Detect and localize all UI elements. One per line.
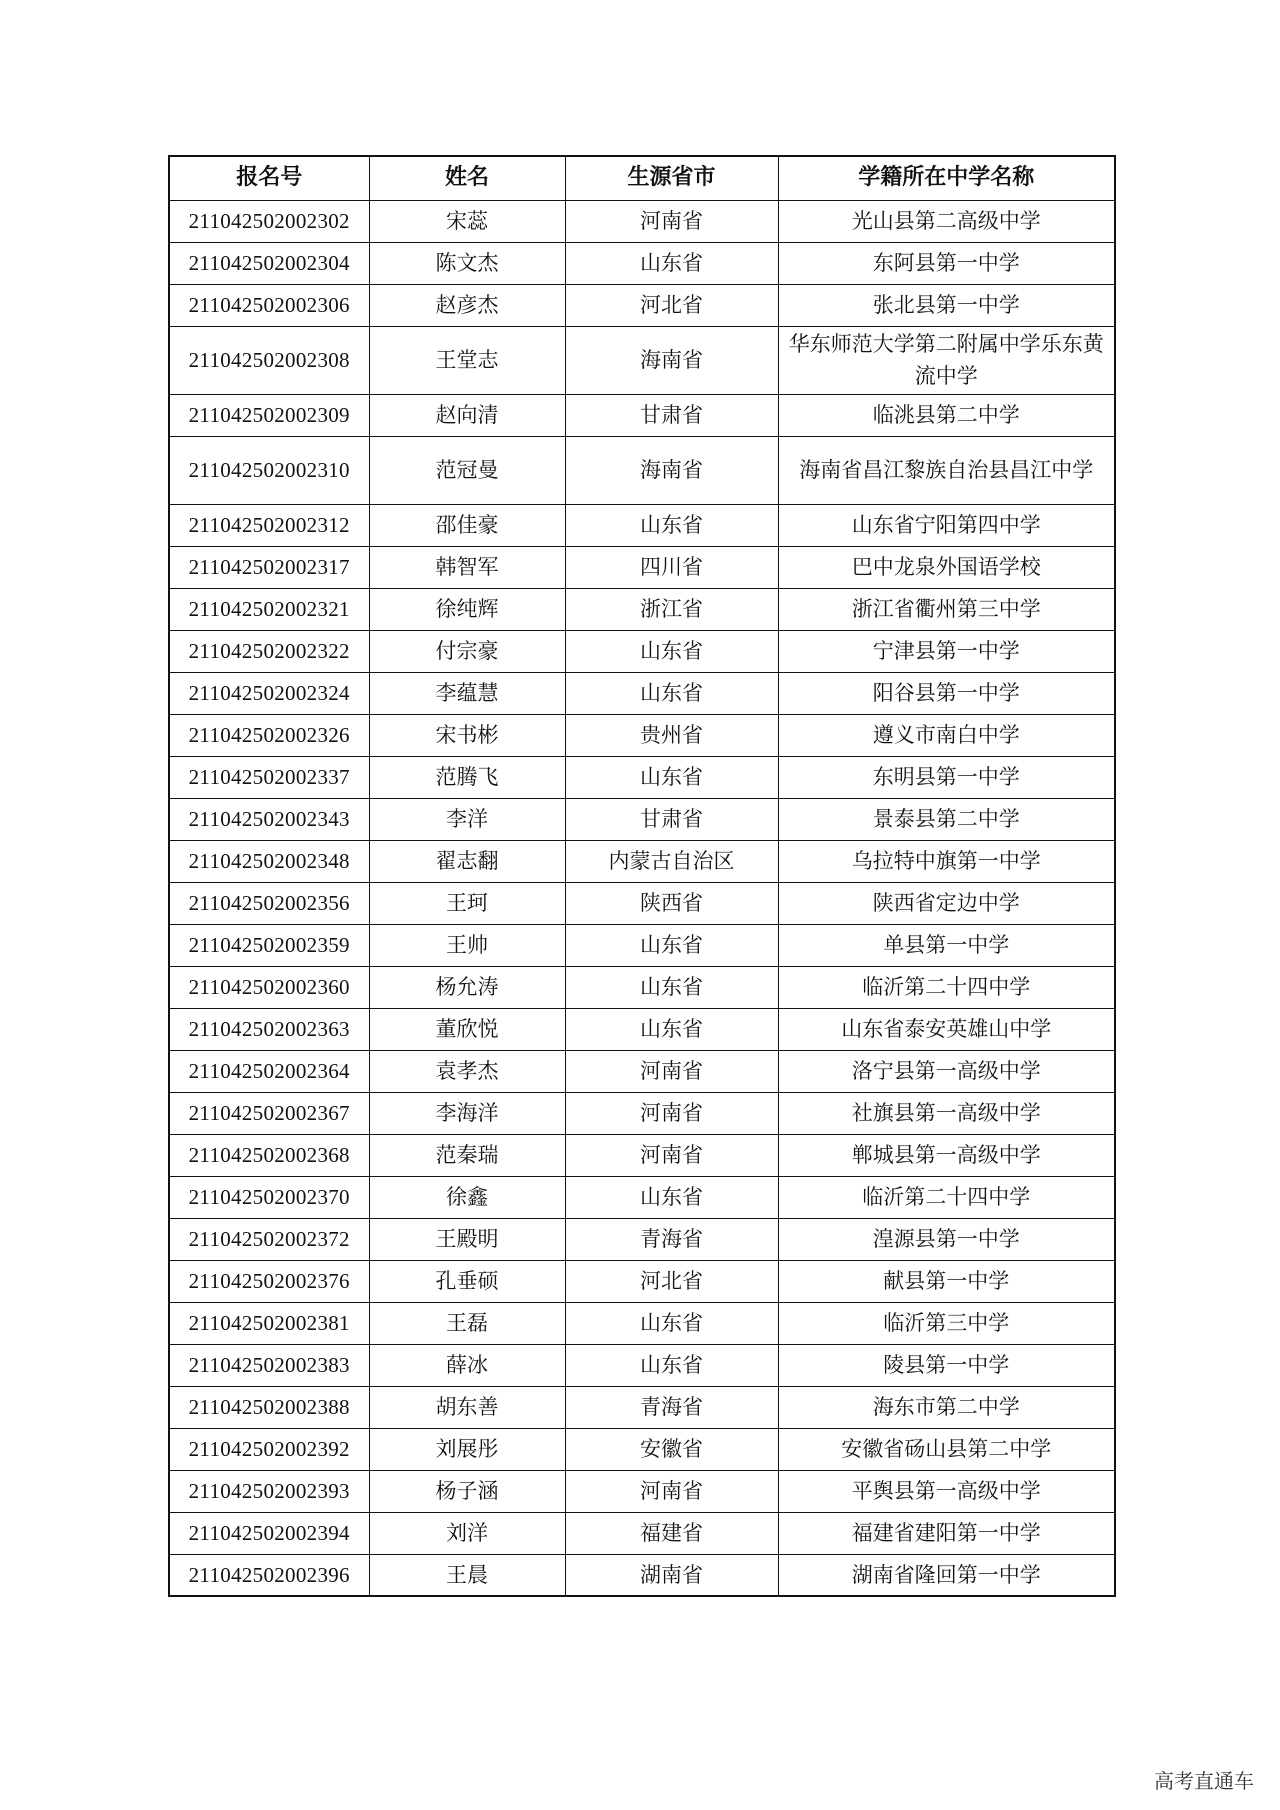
registration-number-cell: 211042502002367 [169,1092,369,1134]
table-row [169,1512,1115,1554]
table-row [169,714,1115,756]
school-cell: 东明县第一中学 [778,756,1115,798]
table-row [169,1386,1115,1428]
school-cell: 宁津县第一中学 [778,630,1115,672]
province-cell: 青海省 [565,1386,778,1428]
table-row [169,436,1115,504]
province-cell: 河北省 [565,1260,778,1302]
table-row [169,1260,1115,1302]
registration-number-cell: 211042502002376 [169,1260,369,1302]
table-row [169,588,1115,630]
province-cell: 河南省 [565,1134,778,1176]
name-cell: 李蕴慧 [369,672,565,714]
registration-number-cell: 211042502002394 [169,1512,369,1554]
school-cell: 遵义市南白中学 [778,714,1115,756]
header-province: 生源省市 [565,156,778,200]
school-cell: 张北县第一中学 [778,284,1115,326]
province-cell: 四川省 [565,546,778,588]
table-row [169,1176,1115,1218]
table-row [169,284,1115,326]
student-table [168,155,1116,1597]
table-row [169,1554,1115,1596]
registration-number-cell: 211042502002304 [169,242,369,284]
table-row [169,326,1115,394]
name-cell: 范冠曼 [369,436,565,504]
name-cell: 赵彦杰 [369,284,565,326]
school-cell: 景泰县第二中学 [778,798,1115,840]
school-cell: 湟源县第一中学 [778,1218,1115,1260]
registration-number-cell: 211042502002324 [169,672,369,714]
registration-number-cell: 211042502002306 [169,284,369,326]
table-row [169,1134,1115,1176]
school-cell: 巴中龙泉外国语学校 [778,546,1115,588]
school-cell: 湖南省隆回第一中学 [778,1554,1115,1596]
table-row [169,242,1115,284]
province-cell: 山东省 [565,1176,778,1218]
province-cell: 山东省 [565,630,778,672]
province-cell: 山东省 [565,672,778,714]
province-cell: 山东省 [565,1008,778,1050]
registration-number-cell: 211042502002326 [169,714,369,756]
table-row [169,798,1115,840]
school-cell: 山东省宁阳第四中学 [778,504,1115,546]
name-cell: 胡东善 [369,1386,565,1428]
province-cell: 山东省 [565,924,778,966]
registration-number-cell: 211042502002312 [169,504,369,546]
school-cell: 安徽省砀山县第二中学 [778,1428,1115,1470]
name-cell: 王珂 [369,882,565,924]
province-cell: 山东省 [565,242,778,284]
name-cell: 刘展彤 [369,1428,565,1470]
province-cell: 海南省 [565,436,778,504]
header-name: 姓名 [369,156,565,200]
table-row [169,1008,1115,1050]
name-cell: 赵向清 [369,394,565,436]
province-cell: 陕西省 [565,882,778,924]
province-cell: 河北省 [565,284,778,326]
school-cell: 浙江省衢州第三中学 [778,588,1115,630]
school-cell: 临沂第二十四中学 [778,966,1115,1008]
name-cell: 王殿明 [369,1218,565,1260]
name-cell: 陈文杰 [369,242,565,284]
school-cell: 临沂第二十四中学 [778,1176,1115,1218]
name-cell: 董欣悦 [369,1008,565,1050]
name-cell: 徐纯辉 [369,588,565,630]
school-cell: 单县第一中学 [778,924,1115,966]
province-cell: 福建省 [565,1512,778,1554]
province-cell: 山东省 [565,504,778,546]
registration-number-cell: 211042502002321 [169,588,369,630]
name-cell: 范秦瑞 [369,1134,565,1176]
table-row [169,394,1115,436]
name-cell: 范腾飞 [369,756,565,798]
name-cell: 王堂志 [369,326,565,394]
province-cell: 河南省 [565,200,778,242]
province-cell: 甘肃省 [565,394,778,436]
registration-number-cell: 211042502002359 [169,924,369,966]
table-row [169,1092,1115,1134]
table-row [169,1050,1115,1092]
name-cell: 王磊 [369,1302,565,1344]
registration-number-cell: 211042502002370 [169,1176,369,1218]
table-row [169,200,1115,242]
name-cell: 王晨 [369,1554,565,1596]
province-cell: 浙江省 [565,588,778,630]
watermark-text: 高考直通车 [1154,1769,1254,1793]
registration-number-cell: 211042502002308 [169,326,369,394]
school-cell: 海南省昌江黎族自治县昌江中学 [778,436,1115,504]
table-row [169,882,1115,924]
table-row [169,840,1115,882]
province-cell: 山东省 [565,966,778,1008]
school-cell: 福建省建阳第一中学 [778,1512,1115,1554]
registration-number-cell: 211042502002337 [169,756,369,798]
table-row [169,1428,1115,1470]
province-cell: 海南省 [565,326,778,394]
school-cell: 献县第一中学 [778,1260,1115,1302]
table-row [169,1302,1115,1344]
header-registration-number: 报名号 [169,156,369,200]
school-cell: 海东市第二中学 [778,1386,1115,1428]
registration-number-cell: 211042502002392 [169,1428,369,1470]
name-cell: 李海洋 [369,1092,565,1134]
school-cell: 光山县第二高级中学 [778,200,1115,242]
school-cell: 临洮县第二中学 [778,394,1115,436]
name-cell: 杨允涛 [369,966,565,1008]
name-cell: 薛冰 [369,1344,565,1386]
school-cell: 陵县第一中学 [778,1344,1115,1386]
registration-number-cell: 211042502002356 [169,882,369,924]
school-cell: 洛宁县第一高级中学 [778,1050,1115,1092]
registration-number-cell: 211042502002381 [169,1302,369,1344]
registration-number-cell: 211042502002388 [169,1386,369,1428]
table-row [169,966,1115,1008]
name-cell: 刘洋 [369,1512,565,1554]
table-row [169,672,1115,714]
table-row [169,756,1115,798]
registration-number-cell: 211042502002360 [169,966,369,1008]
registration-number-cell: 211042502002393 [169,1470,369,1512]
header-school: 学籍所在中学名称 [778,156,1115,200]
province-cell: 山东省 [565,1302,778,1344]
table-row [169,1218,1115,1260]
province-cell: 山东省 [565,1344,778,1386]
table-row [169,504,1115,546]
school-cell: 阳谷县第一中学 [778,672,1115,714]
province-cell: 山东省 [565,756,778,798]
name-cell: 徐鑫 [369,1176,565,1218]
school-cell: 华东师范大学第二附属中学乐东黄流中学 [778,326,1115,394]
registration-number-cell: 211042502002396 [169,1554,369,1596]
name-cell: 杨子涵 [369,1470,565,1512]
school-cell: 临沂第三中学 [778,1302,1115,1344]
province-cell: 安徽省 [565,1428,778,1470]
province-cell: 青海省 [565,1218,778,1260]
name-cell: 翟志翻 [369,840,565,882]
registration-number-cell: 211042502002368 [169,1134,369,1176]
province-cell: 甘肃省 [565,798,778,840]
name-cell: 孔垂硕 [369,1260,565,1302]
name-cell: 王帅 [369,924,565,966]
school-cell: 乌拉特中旗第一中学 [778,840,1115,882]
table-row [169,630,1115,672]
name-cell: 韩智军 [369,546,565,588]
registration-number-cell: 211042502002322 [169,630,369,672]
name-cell: 宋书彬 [369,714,565,756]
name-cell: 付宗豪 [369,630,565,672]
table-row [169,546,1115,588]
table-row [169,1470,1115,1512]
name-cell: 袁孝杰 [369,1050,565,1092]
registration-number-cell: 211042502002348 [169,840,369,882]
registration-number-cell: 211042502002343 [169,798,369,840]
table-header-row [169,156,1115,200]
province-cell: 贵州省 [565,714,778,756]
registration-number-cell: 211042502002372 [169,1218,369,1260]
name-cell: 李洋 [369,798,565,840]
registration-number-cell: 211042502002363 [169,1008,369,1050]
province-cell: 内蒙古自治区 [565,840,778,882]
registration-number-cell: 211042502002364 [169,1050,369,1092]
name-cell: 邵佳豪 [369,504,565,546]
province-cell: 河南省 [565,1050,778,1092]
school-cell: 东阿县第一中学 [778,242,1115,284]
school-cell: 平舆县第一高级中学 [778,1470,1115,1512]
registration-number-cell: 211042502002317 [169,546,369,588]
school-cell: 山东省泰安英雄山中学 [778,1008,1115,1050]
province-cell: 河南省 [565,1092,778,1134]
registration-number-cell: 211042502002383 [169,1344,369,1386]
province-cell: 河南省 [565,1470,778,1512]
table-row [169,924,1115,966]
registration-number-cell: 211042502002302 [169,200,369,242]
registration-number-cell: 211042502002309 [169,394,369,436]
province-cell: 湖南省 [565,1554,778,1596]
registration-number-cell: 211042502002310 [169,436,369,504]
table-row [169,1344,1115,1386]
school-cell: 社旗县第一高级中学 [778,1092,1115,1134]
name-cell: 宋蕊 [369,200,565,242]
school-cell: 陕西省定边中学 [778,882,1115,924]
school-cell: 郸城县第一高级中学 [778,1134,1115,1176]
